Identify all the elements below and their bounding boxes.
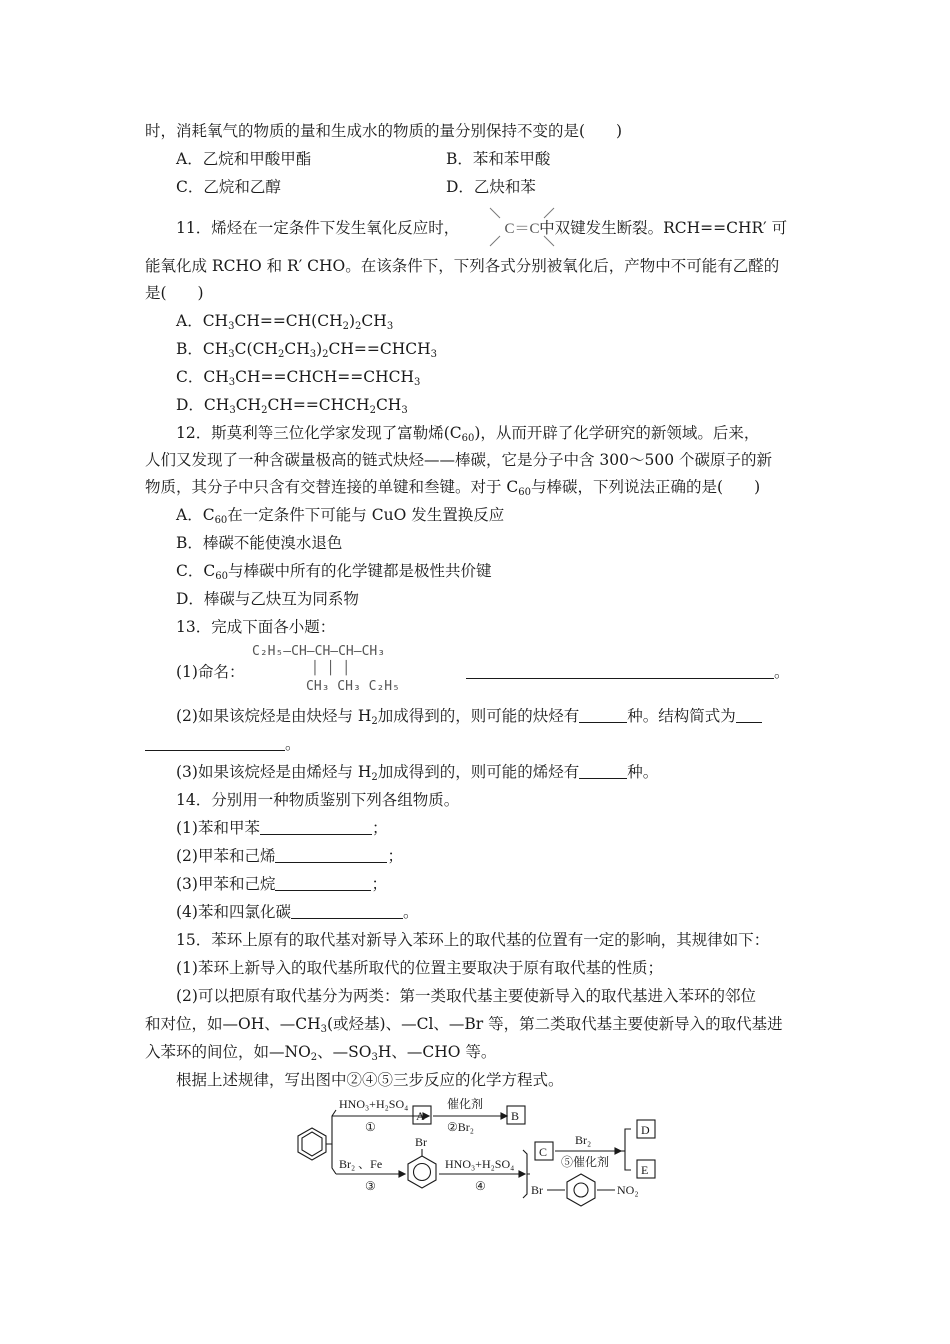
q11-line1-pre: 11．烯烃在一定条件下发生氧化反应时， xyxy=(176,219,460,237)
q13-s1-label: (1)命名： xyxy=(176,663,245,681)
q14-blank-3[interactable] xyxy=(275,874,371,891)
double-bond-structure xyxy=(484,204,560,250)
alkane-structure-branches: CH₃ CH₃ C₂H₅ xyxy=(306,679,400,694)
q14-item-1: (1)苯和甲苯 ； xyxy=(176,819,388,837)
q13-s3: (3)如果该烷烃是由烯烃与 $H_2$加成得到的，则可能的烯烃有 种。 xyxy=(176,763,659,783)
q14-blank-4[interactable] xyxy=(291,902,403,919)
q11-option-b: B．$CH_3C(CH_2CH_3)_2CH==CHCH_3$ xyxy=(176,340,438,360)
box-e-label: E xyxy=(641,1163,649,1177)
alkane-structure-bonds: │ │ │ xyxy=(311,661,351,676)
q11-option-d: D．$CH_3CH_2CH==CHCH_2CH_3$ xyxy=(176,396,408,416)
q15-rule-2-line1: (2)可以把原有取代基分为两类：第一类取代基主要使新导入的取代基进入苯环的邻位 xyxy=(176,987,756,1005)
step5-reagent: Br₂ xyxy=(575,1133,592,1147)
q13-stem: 13．完成下面各小题： xyxy=(176,618,336,636)
q15-stem: 15．苯环上原有的取代基对新导入苯环上的取代基的位置有一定的影响，其规律如下： xyxy=(176,931,770,949)
step4-number: ④ xyxy=(475,1179,486,1193)
q12-option-b: B．棒碳不能使溴水退色 xyxy=(176,534,343,552)
q10-option-a: A．乙烷和甲酸甲酯 xyxy=(176,150,312,168)
box-c-label: C xyxy=(539,1145,548,1159)
q11-option-c: C．$CH_3CH==CHCH==CHCH_3$ xyxy=(176,368,421,388)
q11-line3: 是( ) xyxy=(145,284,204,302)
q13-s1-answer: 。 xyxy=(466,661,790,683)
q12-option-d: D．棒碳与乙炔互为同系物 xyxy=(176,590,359,608)
product-bromo-label: Br xyxy=(531,1183,543,1197)
step3-number: ③ xyxy=(365,1179,376,1193)
product-nitro-label: NO₂ xyxy=(617,1183,639,1197)
q14-item-4: (4)苯和四氯化碳 。 xyxy=(176,903,419,921)
double-bond-label: C＝C xyxy=(504,221,540,237)
q10-option-d: D．乙炔和苯 xyxy=(446,178,536,196)
q12-option-a: A．$C_{60}$在一定条件下可能与 CuO 发生置换反应 xyxy=(176,506,505,526)
q13-s2: (2)如果该烷烃是由炔烃与 $H_2$加成得到的，则可能的炔烃有 种。结构简式为 xyxy=(176,705,762,727)
step2-number: ②Br₂ xyxy=(447,1120,474,1134)
box-a-label: A xyxy=(416,1109,425,1123)
q13-s2-formula-blank-b[interactable] xyxy=(145,734,285,751)
q15-rule-2-line3: 入苯环的间位，如$—NO_2$、$—SO_3H$、—CHO 等。 xyxy=(145,1043,497,1063)
step2-reagent: 催化剂 xyxy=(447,1097,484,1111)
q10-option-b: B．苯和苯甲酸 xyxy=(446,150,551,168)
step1-reagent: HNO₃+H₂SO₄ xyxy=(339,1097,409,1111)
box-b-label: B xyxy=(511,1109,520,1123)
box-d-label: D xyxy=(641,1123,650,1137)
q11-option-a: A．$CH_3CH==CH(CH_2)_2CH_3$ xyxy=(176,312,394,332)
q13-s1-blank[interactable] xyxy=(466,662,774,679)
q14-stem: 14．分别用一种物质鉴别下列各组物质。 xyxy=(176,791,460,809)
step4-reagent: HNO₃+H₂SO₄ xyxy=(445,1157,515,1171)
bromobenzene-ring xyxy=(408,1156,436,1188)
q12-option-c: C．$C_{60}$与棒碳中所有的化学键都是极性共价键 xyxy=(176,562,492,582)
q14-blank-1[interactable] xyxy=(260,818,372,835)
q11-line1 xyxy=(176,217,787,239)
step1-number: ① xyxy=(365,1120,376,1134)
q15-rule-2-line2: 和对位，如—OH、$—CH_3$(或烃基)、—Cl、—Br 等，第二类取代基主要使新导入的取代基进 xyxy=(145,1015,783,1035)
q10-option-c: C．乙烷和乙醇 xyxy=(176,178,281,196)
q13-s2-count-blank[interactable] xyxy=(579,706,627,723)
q15-task: 根据上述规律，写出图中②④⑤三步反应的化学方程式。 xyxy=(176,1071,564,1089)
q14-blank-2[interactable] xyxy=(275,846,387,863)
q13-s2-formula-blank-a[interactable] xyxy=(736,706,762,723)
q13-s3-count-blank[interactable] xyxy=(579,762,627,779)
q12-line3: 物质，其分子中只含有交替连接的单键和叁键。对于 $C_{60}$与棒碳，下列说法正确的是( ) xyxy=(145,478,761,498)
q10-stem: 时，消耗氧气的物质的量和生成水的物质的量分别保持不变的是( ) xyxy=(145,122,623,140)
q13-s2-cont: 。 xyxy=(145,733,301,755)
reaction-scheme xyxy=(285,1094,665,1212)
q11-line1-post: 中双键发生断裂。RCH==CHR′ 可 xyxy=(539,219,788,237)
bromonitrobenzene-ring xyxy=(567,1174,595,1206)
q11-line2: 能氧化成 RCHO 和 R′ CHO。在该条件下，下列各式分别被氧化后，产物中不可能有乙醛的 xyxy=(145,257,780,275)
q15-rule-1: (1)苯环上新导入的取代基所取代的位置主要取决于原有取代基的性质； xyxy=(176,959,663,977)
q14-item-2: (2)甲苯和己烯 ； xyxy=(176,847,403,865)
q14-item-3: (3)甲苯和己烷 ； xyxy=(176,875,387,893)
bromo-substituent: Br xyxy=(415,1135,427,1149)
step3-reagent: Br₂ 、Fe xyxy=(339,1157,383,1171)
alkane-structure-main-chain: C₂H₅—CH—CH—CH—CH₃ xyxy=(252,644,386,659)
q12-line1: 12．斯莫利等三位化学家发现了富勒烯$(C_{60})$，从而开辟了化学研究的新领域。后来， xyxy=(176,424,760,444)
step5-number: ⑤催化剂 xyxy=(561,1155,610,1169)
q12-line2: 人们又发现了一种含碳量极高的链式炔烃——棒碳，它是分子中含 300～500 个碳原子的新 xyxy=(145,451,773,469)
